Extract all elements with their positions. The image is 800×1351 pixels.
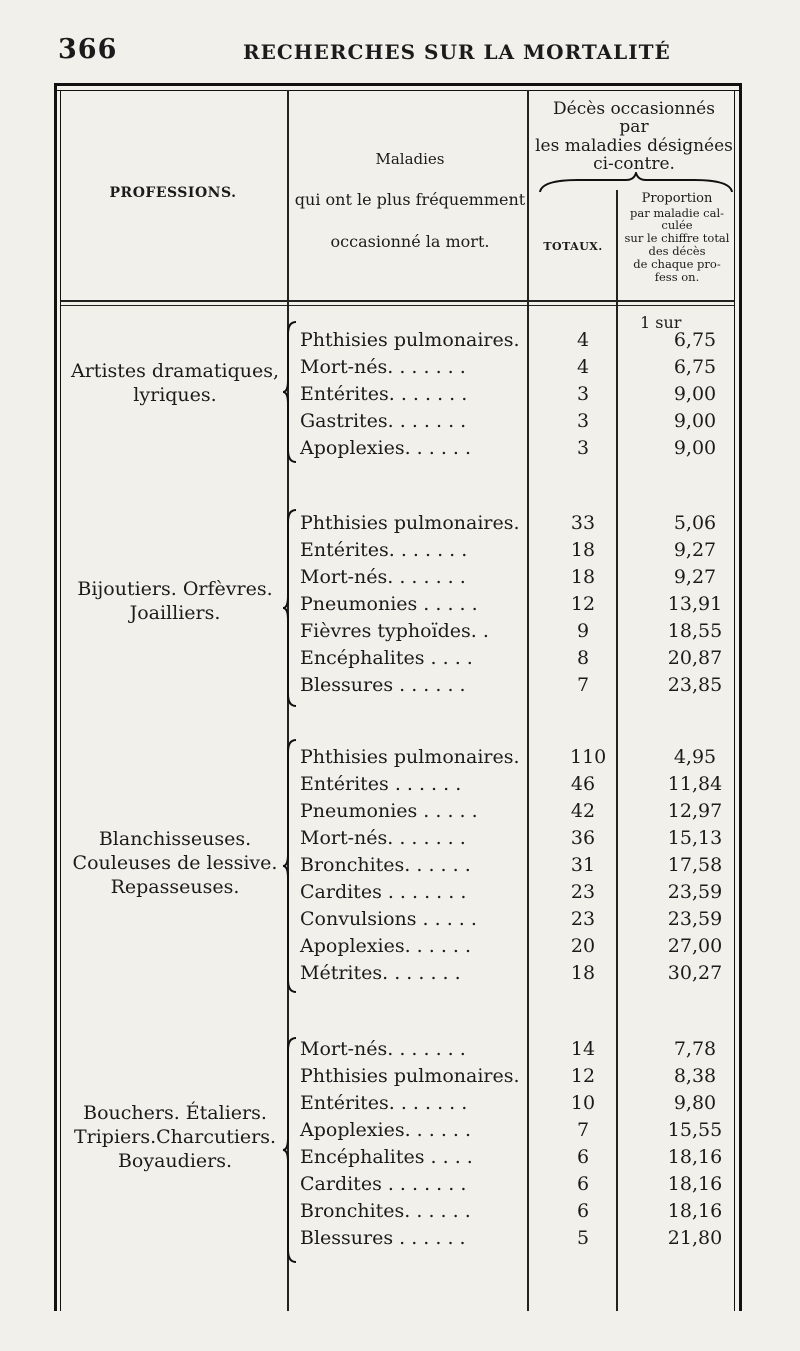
total-value: 6 (576, 1173, 590, 1195)
proportion-value: 30,27 (667, 962, 723, 984)
disease-name: Encéphalites . . . . (300, 647, 473, 669)
header-totaux: TOTAUX. (543, 240, 603, 253)
total-value: 4 (576, 329, 590, 351)
profession-line: Artistes dramatiques, (71, 360, 279, 382)
group-brace (282, 320, 298, 464)
table-row (300, 329, 740, 357)
table-row (300, 620, 740, 648)
table-row (300, 566, 740, 594)
proportion-value: 15,13 (667, 827, 723, 849)
proportion-value: 27,00 (667, 935, 723, 957)
disease-name: Phthisies pulmonaires. (300, 512, 520, 534)
table-row (300, 356, 740, 384)
proportion-value: 17,58 (667, 854, 723, 876)
header-proportion (619, 192, 735, 284)
total-value: 33 (570, 512, 596, 534)
disease-name: Convulsions . . . . . (300, 908, 477, 930)
header-proportion-line-3: culée (661, 218, 693, 233)
profession-label (64, 360, 286, 408)
page-number: 366 (58, 34, 118, 65)
profession-line: Tripiers.Charcutiers. (73, 1125, 277, 1148)
disease-name: Entérites. . . . . . . (300, 539, 468, 561)
disease-name: Phthisies pulmonaires. (300, 1065, 520, 1087)
disease-name: Cardites . . . . . . . (300, 881, 467, 903)
header-maladies-line-1: Maladies (375, 150, 445, 168)
table-row (300, 1173, 740, 1201)
proportion-value: 11,84 (667, 773, 723, 795)
total-value: 4 (576, 356, 590, 378)
total-value: 7 (576, 1119, 590, 1141)
disease-name: Apoplexies. . . . . . (300, 437, 472, 459)
profession-line: Bijoutiers. Orfèvres. (77, 578, 273, 600)
header-proportion-line-1: Proportion (641, 191, 713, 206)
disease-name: Blessures . . . . . . (300, 674, 466, 696)
disease-name: Bronchites. . . . . . (300, 1200, 471, 1222)
total-value: 6 (576, 1200, 590, 1222)
header-maladies-line-3: occasionné la mort. (330, 232, 490, 251)
table-row (300, 908, 740, 936)
header-maladies (292, 152, 528, 276)
total-value: 3 (576, 410, 590, 432)
profession-line: Joailliers. (129, 601, 221, 624)
profession-line: Blanchisseuses. (98, 828, 252, 850)
proportion-value: 18,16 (667, 1200, 723, 1222)
total-value: 12 (570, 593, 596, 615)
proportion-value: 9,80 (673, 1092, 717, 1114)
proportion-value: 9,00 (673, 410, 717, 432)
table-row (300, 593, 740, 621)
total-value: 46 (570, 773, 596, 795)
total-value: 110 (570, 746, 607, 768)
group-brace (282, 1036, 298, 1264)
disease-name: Entérites. . . . . . . (300, 383, 468, 405)
total-value: 18 (570, 962, 596, 984)
total-value: 36 (570, 827, 596, 849)
disease-name: Apoplexies. . . . . . (300, 1119, 472, 1141)
table-row (300, 746, 740, 774)
disease-name: Apoplexies. . . . . . (300, 935, 472, 957)
proportion-value: 23,59 (667, 881, 723, 903)
proportion-value: 7,78 (673, 1038, 717, 1060)
proportion-value: 9,27 (673, 539, 717, 561)
proportion-value: 13,91 (667, 593, 723, 615)
table-frame-top (54, 83, 742, 86)
total-value: 5 (576, 1227, 590, 1249)
table-row (300, 437, 740, 465)
table-row (300, 539, 740, 567)
total-value: 7 (576, 674, 590, 696)
profession-line: Bouchers. Étaliers. (83, 1102, 267, 1124)
proportion-unit: 1 sur (640, 313, 682, 332)
proportion-value: 21,80 (667, 1227, 723, 1249)
disease-name: Mort-nés. . . . . . . (300, 566, 466, 588)
profession-label (64, 578, 286, 626)
total-value: 42 (570, 800, 596, 822)
header-deces-line-4: ci-contre. (593, 154, 675, 175)
table-frame-left (54, 83, 57, 1311)
profession-label (64, 828, 286, 899)
table-row (300, 800, 740, 828)
table-row (300, 1200, 740, 1228)
table-row (300, 881, 740, 909)
disease-name: Mort-nés. . . . . . . (300, 1038, 466, 1060)
proportion-value: 5,06 (673, 512, 717, 534)
table-row (300, 410, 740, 438)
total-value: 10 (570, 1092, 596, 1114)
disease-name: Pneumonies . . . . . (300, 593, 478, 615)
header-deces-line-1: Décès occasionnés (553, 99, 715, 119)
table-frame-left-inner (60, 90, 61, 1311)
header-bottom-rule (61, 300, 734, 302)
header-proportion-line-5: des décès (648, 244, 706, 259)
group-brace (282, 508, 298, 708)
disease-name: Mort-nés. . . . . . . (300, 827, 466, 849)
table-row (300, 773, 740, 801)
profession-line: Couleuses de lessive. (72, 851, 278, 874)
total-value: 3 (576, 383, 590, 405)
table-row (300, 962, 740, 990)
disease-name: Mort-nés. . . . . . . (300, 356, 466, 378)
total-value: 18 (570, 539, 596, 561)
total-value: 23 (570, 908, 596, 930)
table-row (300, 854, 740, 882)
header-bottom-rule-2 (61, 305, 734, 306)
table-row (300, 1227, 740, 1255)
profession-label (64, 1102, 286, 1173)
proportion-value: 18,16 (667, 1173, 723, 1195)
total-value: 12 (570, 1065, 596, 1087)
profession-line: Boyaudiers. (117, 1149, 233, 1172)
disease-name: Encéphalites . . . . (300, 1146, 473, 1168)
total-value: 23 (570, 881, 596, 903)
table-row (300, 383, 740, 411)
proportion-value: 8,38 (673, 1065, 717, 1087)
header-deces-line-3: les maladies désignées (535, 135, 733, 156)
total-value: 20 (570, 935, 596, 957)
table-row (300, 1038, 740, 1066)
table-row (300, 647, 740, 675)
total-value: 14 (570, 1038, 596, 1060)
proportion-value: 18,55 (667, 620, 723, 642)
proportion-value: 9,27 (673, 566, 717, 588)
total-value: 3 (576, 437, 590, 459)
disease-name: Entérites. . . . . . . (300, 1092, 468, 1114)
header-maladies-line-2: qui ont le plus fréquemment (294, 190, 526, 209)
header-proportion-line-6: de chaque pro- (633, 257, 721, 272)
group-brace (282, 738, 298, 994)
total-value: 18 (570, 566, 596, 588)
proportion-value: 4,95 (673, 746, 717, 768)
proportion-value: 6,75 (673, 329, 717, 351)
table-row (300, 827, 740, 855)
proportion-value: 9,00 (673, 383, 717, 405)
header-professions: PROFESSIONS. (109, 185, 237, 201)
table-row (300, 935, 740, 963)
disease-name: Phthisies pulmonaires. (300, 329, 520, 351)
disease-name: Blessures . . . . . . (300, 1227, 466, 1249)
proportion-value: 12,97 (667, 800, 723, 822)
table-row (300, 512, 740, 540)
disease-name: Gastrites. . . . . . . (300, 410, 467, 432)
table-frame-top-inner (54, 90, 742, 91)
table-row (300, 1065, 740, 1093)
header-deces-line-2: par (619, 117, 649, 138)
total-value: 8 (576, 647, 590, 669)
disease-name: Fièvres typhoïdes. . (300, 620, 489, 642)
disease-name: Phthisies pulmonaires. (300, 746, 520, 768)
header-proportion-line-4: sur le chiffre total (624, 231, 730, 246)
proportion-value: 23,59 (667, 908, 723, 930)
total-value: 31 (570, 854, 596, 876)
disease-name: Pneumonies . . . . . (300, 800, 478, 822)
proportion-value: 18,16 (667, 1146, 723, 1168)
table-row (300, 1146, 740, 1174)
proportion-value: 20,87 (667, 647, 723, 669)
profession-line: Repasseuses. (110, 875, 240, 898)
disease-name: Cardites . . . . . . . (300, 1173, 467, 1195)
table-row (300, 1092, 740, 1120)
proportion-value: 9,00 (673, 437, 717, 459)
total-value: 9 (576, 620, 590, 642)
table-row (300, 674, 740, 702)
header-deces (532, 100, 736, 173)
proportion-value: 23,85 (667, 674, 723, 696)
proportion-value: 6,75 (673, 356, 717, 378)
disease-name: Entérites . . . . . . (300, 773, 462, 795)
running-title: RECHERCHES SUR LA MORTALITÉ (243, 40, 671, 64)
table-row (300, 1119, 740, 1147)
profession-line: lyriques. (133, 383, 217, 406)
disease-name: Métrites. . . . . . . (300, 962, 461, 984)
total-value: 6 (576, 1146, 590, 1168)
header-proportion-line-2: par maladie cal- (629, 205, 725, 220)
header-proportion-line-7: fess on. (654, 269, 700, 284)
disease-name: Bronchites. . . . . . (300, 854, 471, 876)
proportion-value: 15,55 (667, 1119, 723, 1141)
